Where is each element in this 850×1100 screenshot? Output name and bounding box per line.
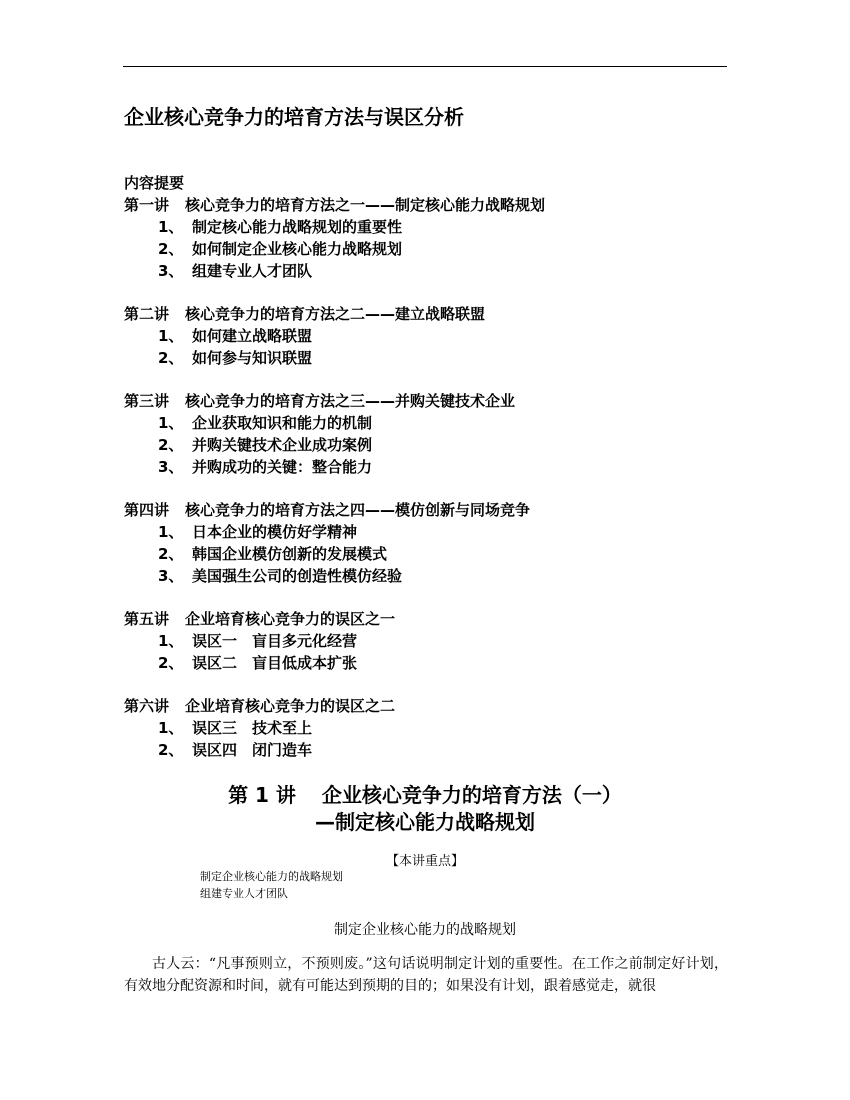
lecture-label: 第二讲 bbox=[124, 305, 170, 323]
lecture-subitem bbox=[124, 260, 734, 282]
chapter-label: 第 1 讲 bbox=[228, 783, 296, 807]
section-heading: 制定企业核心能力的战略规划 bbox=[334, 922, 516, 938]
subitem-number: 1、 bbox=[158, 218, 184, 236]
lecture-title: 核心竞争力的培育方法之三——并购关键技术企业 bbox=[185, 392, 516, 410]
lecture-title: 核心竞争力的培育方法之四——模仿创新与同场竞争 bbox=[185, 501, 531, 519]
lecture-subitem bbox=[124, 717, 734, 739]
key-point-item: 组建专业人才团队 bbox=[200, 887, 288, 900]
table-of-contents bbox=[124, 172, 734, 761]
lecture-title: 企业培育核心竞争力的误区之二 bbox=[185, 697, 396, 715]
lecture-subitem bbox=[124, 652, 734, 674]
subitem-text: 误区四 闭门造车 bbox=[192, 741, 313, 759]
spacer bbox=[124, 478, 734, 499]
subitem-text: 如何建立战略联盟 bbox=[192, 327, 313, 345]
lecture-subitem bbox=[124, 347, 734, 369]
subitem-number: 3、 bbox=[158, 262, 184, 280]
subitem-number: 2、 bbox=[158, 654, 184, 672]
lecture-subitem bbox=[124, 216, 734, 238]
lecture-subitem bbox=[124, 543, 734, 565]
chapter-title: 企业核心竞争力的培育方法（一） bbox=[321, 783, 622, 807]
lecture-label: 第四讲 bbox=[124, 501, 170, 519]
lecture-label: 第一讲 bbox=[124, 196, 170, 214]
lecture-list bbox=[124, 194, 734, 761]
subitem-text: 企业获取知识和能力的机制 bbox=[192, 414, 373, 432]
spacer bbox=[124, 674, 734, 695]
subitem-text: 美国强生公司的创造性模仿经验 bbox=[192, 567, 403, 585]
lecture-label: 第五讲 bbox=[124, 610, 170, 628]
lecture-subitem bbox=[124, 434, 734, 456]
subitem-text: 误区一 盲目多元化经营 bbox=[192, 632, 358, 650]
lecture-label: 第六讲 bbox=[124, 697, 170, 715]
subitem-text: 误区三 技术至上 bbox=[192, 719, 313, 737]
subitem-text: 组建专业人才团队 bbox=[192, 262, 313, 280]
subitem-number: 2、 bbox=[158, 545, 184, 563]
key-point-item: 制定企业核心能力的战略规划 bbox=[200, 870, 343, 883]
lecture-label: 第三讲 bbox=[124, 392, 170, 410]
lecture-title: 企业培育核心竞争力的误区之一 bbox=[185, 610, 396, 628]
lecture-title: 核心竞争力的培育方法之二——建立战略联盟 bbox=[185, 305, 486, 323]
subitem-text: 如何参与知识联盟 bbox=[192, 349, 313, 367]
subitem-text: 并购成功的关键：整合能力 bbox=[192, 458, 373, 476]
lecture-heading bbox=[124, 499, 734, 521]
spacer bbox=[124, 369, 734, 390]
lecture-heading bbox=[124, 608, 734, 630]
chapter-heading bbox=[0, 779, 850, 808]
subitem-number: 2、 bbox=[158, 240, 184, 258]
subitem-number: 1、 bbox=[158, 414, 184, 432]
subitem-text: 并购关键技术企业成功案例 bbox=[192, 436, 373, 454]
document-title: 企业核心竞争力的培育方法与误区分析 bbox=[124, 105, 464, 129]
lecture-subitem bbox=[124, 456, 734, 478]
lecture-heading bbox=[124, 194, 734, 216]
subitem-number: 1、 bbox=[158, 327, 184, 345]
lecture-subitem bbox=[124, 238, 734, 260]
body-paragraph: 古人云：“凡事预则立，不预则废。”这句话说明制定计划的重要性。在工作之前制定好计划，有效地分配资源和时间，就有可能达到预期的目的；如果没有计划，跟着感觉走，就很 bbox=[124, 956, 728, 994]
lecture-subitem bbox=[124, 325, 734, 347]
subitem-text: 日本企业的模仿好学精神 bbox=[192, 523, 358, 541]
chapter-subtitle: —制定核心能力战略规划 bbox=[315, 810, 535, 834]
subitem-number: 1、 bbox=[158, 632, 184, 650]
summary-heading: 内容提要 bbox=[124, 174, 185, 192]
spacer bbox=[124, 587, 734, 608]
subitem-text: 韩国企业模仿创新的发展模式 bbox=[192, 545, 388, 563]
lecture-subitem bbox=[124, 521, 734, 543]
spacer bbox=[124, 282, 734, 303]
lecture-heading bbox=[124, 695, 734, 717]
subitem-number: 2、 bbox=[158, 349, 184, 367]
lecture-subitem bbox=[124, 630, 734, 652]
header-rule bbox=[123, 66, 727, 67]
lecture-title: 核心竞争力的培育方法之一——制定核心能力战略规划 bbox=[185, 196, 546, 214]
lecture-subitem bbox=[124, 412, 734, 434]
subitem-number: 1、 bbox=[158, 719, 184, 737]
subitem-number: 1、 bbox=[158, 523, 184, 541]
subitem-text: 制定核心能力战略规划的重要性 bbox=[192, 218, 403, 236]
subitem-text: 如何制定企业核心能力战略规划 bbox=[192, 240, 403, 258]
key-points-heading: 【本讲重点】 bbox=[385, 854, 464, 869]
subitem-text: 误区二 盲目低成本扩张 bbox=[192, 654, 358, 672]
subitem-number: 3、 bbox=[158, 567, 184, 585]
lecture-subitem bbox=[124, 739, 734, 761]
subitem-number: 2、 bbox=[158, 436, 184, 454]
subitem-number: 3、 bbox=[158, 458, 184, 476]
lecture-heading bbox=[124, 303, 734, 325]
lecture-heading bbox=[124, 390, 734, 412]
subitem-number: 2、 bbox=[158, 741, 184, 759]
lecture-subitem bbox=[124, 565, 734, 587]
